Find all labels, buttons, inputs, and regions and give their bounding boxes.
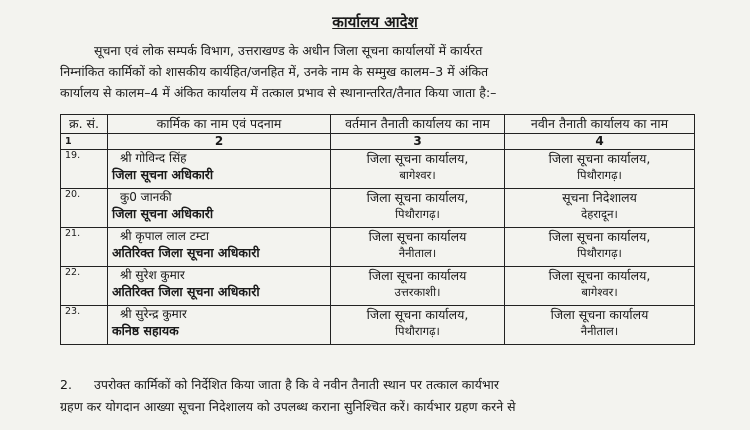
employee-designation: अतिरिक्त जिला सूचना अधिकारी	[112, 245, 260, 260]
header-new-office: नवीन तैनाती कार्यालय का नाम	[505, 115, 695, 134]
employee-cell	[108, 228, 331, 267]
employee-name: श्री सुरेन्द्र कुमार	[120, 307, 187, 321]
new-office: जिला सूचना कार्यालय	[550, 307, 649, 322]
employee-designation: जिला सूचना अधिकारी	[112, 167, 214, 182]
new-office-cell	[505, 189, 695, 228]
current-office-cell	[331, 150, 505, 189]
column-number: 4	[505, 134, 695, 150]
new-place: पिथौरागढ़।	[577, 246, 622, 260]
employee-cell	[108, 150, 331, 189]
serial-number: 23.	[61, 306, 108, 345]
table-row	[61, 189, 695, 228]
new-office-cell	[505, 267, 695, 306]
intro-line-1: सूचना एवं लोक सम्पर्क विभाग, उत्तराखण्ड के अधीन जिला सूचना कार्यालयों में कार्यरत	[94, 43, 483, 58]
new-office-cell	[505, 150, 695, 189]
new-place: बागेश्वर।	[581, 285, 618, 299]
new-office-cell	[505, 306, 695, 345]
employee-designation: जिला सूचना अधिकारी	[112, 206, 214, 221]
current-office-cell	[331, 189, 505, 228]
current-place: पिथौरागढ़।	[395, 207, 440, 221]
paragraph-2-line-1: उपरोक्त कार्मिकों को निर्देशित किया जाता है कि वे नवीन तैनाती स्थान पर तत्काल कार्यभार	[94, 377, 500, 392]
table-row	[61, 267, 695, 306]
employee-designation: अतिरिक्त जिला सूचना अधिकारी	[112, 284, 260, 299]
current-place: नैनीताल।	[398, 246, 437, 260]
current-office: जिला सूचना कार्यालय	[368, 229, 467, 244]
new-place: पिथौरागढ़।	[577, 168, 622, 182]
employee-cell	[108, 306, 331, 345]
table-row	[61, 150, 695, 189]
paragraph-2-line-2: ग्रहण कर योगदान आख्या सूचना निदेशालय को उपलब्ध कराना सुनिश्चित करें। कार्यभार ग्रहण करने से	[60, 399, 516, 414]
employee-name: श्री गोविन्द सिंह	[120, 151, 187, 165]
current-office: जिला सूचना कार्यालय,	[366, 307, 469, 322]
new-office: जिला सूचना कार्यालय,	[548, 229, 651, 244]
employee-cell	[108, 189, 331, 228]
serial-number: 21.	[61, 228, 108, 267]
new-place: नैनीताल।	[580, 324, 619, 338]
header-name: कार्मिक का नाम एवं पदनाम	[108, 115, 331, 134]
new-office: सूचना निदेशालय	[562, 190, 637, 205]
serial-number: 20.	[61, 189, 108, 228]
table-row	[61, 228, 695, 267]
table-row	[61, 306, 695, 345]
new-office: जिला सूचना कार्यालय,	[548, 151, 651, 166]
current-office-cell	[331, 228, 505, 267]
order-title: कार्यालय आदेश	[332, 13, 418, 31]
header-serial: क्र. सं.	[61, 115, 108, 134]
new-place: देहरादून।	[581, 207, 618, 221]
employee-name: श्री सुरेश कुमार	[120, 268, 185, 282]
current-office: जिला सूचना कार्यालय,	[366, 190, 469, 205]
column-number-row	[61, 134, 695, 150]
intro-line-3: कार्यालय से कालम–4 में अंकित कार्यालय में तत्काल प्रभाव से स्थानान्तरित/तैनात किया जाता है:–	[60, 85, 497, 100]
current-office-cell	[331, 267, 505, 306]
serial-number: 22.	[61, 267, 108, 306]
employee-designation: कनिष्ठ सहायक	[112, 323, 179, 338]
current-office-cell	[331, 306, 505, 345]
new-office-cell	[505, 228, 695, 267]
intro-paragraph	[60, 40, 700, 103]
header-current-office: वर्तमान तैनाती कार्यालय का नाम	[331, 115, 505, 134]
employee-name: श्री कृपाल लाल टम्टा	[120, 229, 209, 243]
serial-number: 19.	[61, 150, 108, 189]
transfer-table	[60, 114, 695, 345]
paragraph-number: 2.	[60, 377, 72, 392]
paragraph-2	[60, 374, 700, 418]
new-office: जिला सूचना कार्यालय,	[548, 268, 651, 283]
employee-cell	[108, 267, 331, 306]
current-office: जिला सूचना कार्यालय,	[366, 151, 469, 166]
current-place: पिथौरागढ़।	[395, 324, 440, 338]
current-place: बागेश्वर।	[399, 168, 436, 182]
intro-line-2: निम्नांकित कार्मिकों को शासकीय कार्यहित/जनहित में, उनके नाम के सम्मुख कालम–3 में अंकित	[60, 64, 489, 79]
column-number: 1	[61, 134, 108, 150]
column-number: 3	[331, 134, 505, 150]
column-number: 2	[108, 134, 331, 150]
employee-name: कु0 जानकी	[120, 190, 172, 204]
table-header-row	[61, 115, 695, 134]
current-office: जिला सूचना कार्यालय	[368, 268, 467, 283]
current-place: उत्तरकाशी।	[394, 285, 441, 299]
